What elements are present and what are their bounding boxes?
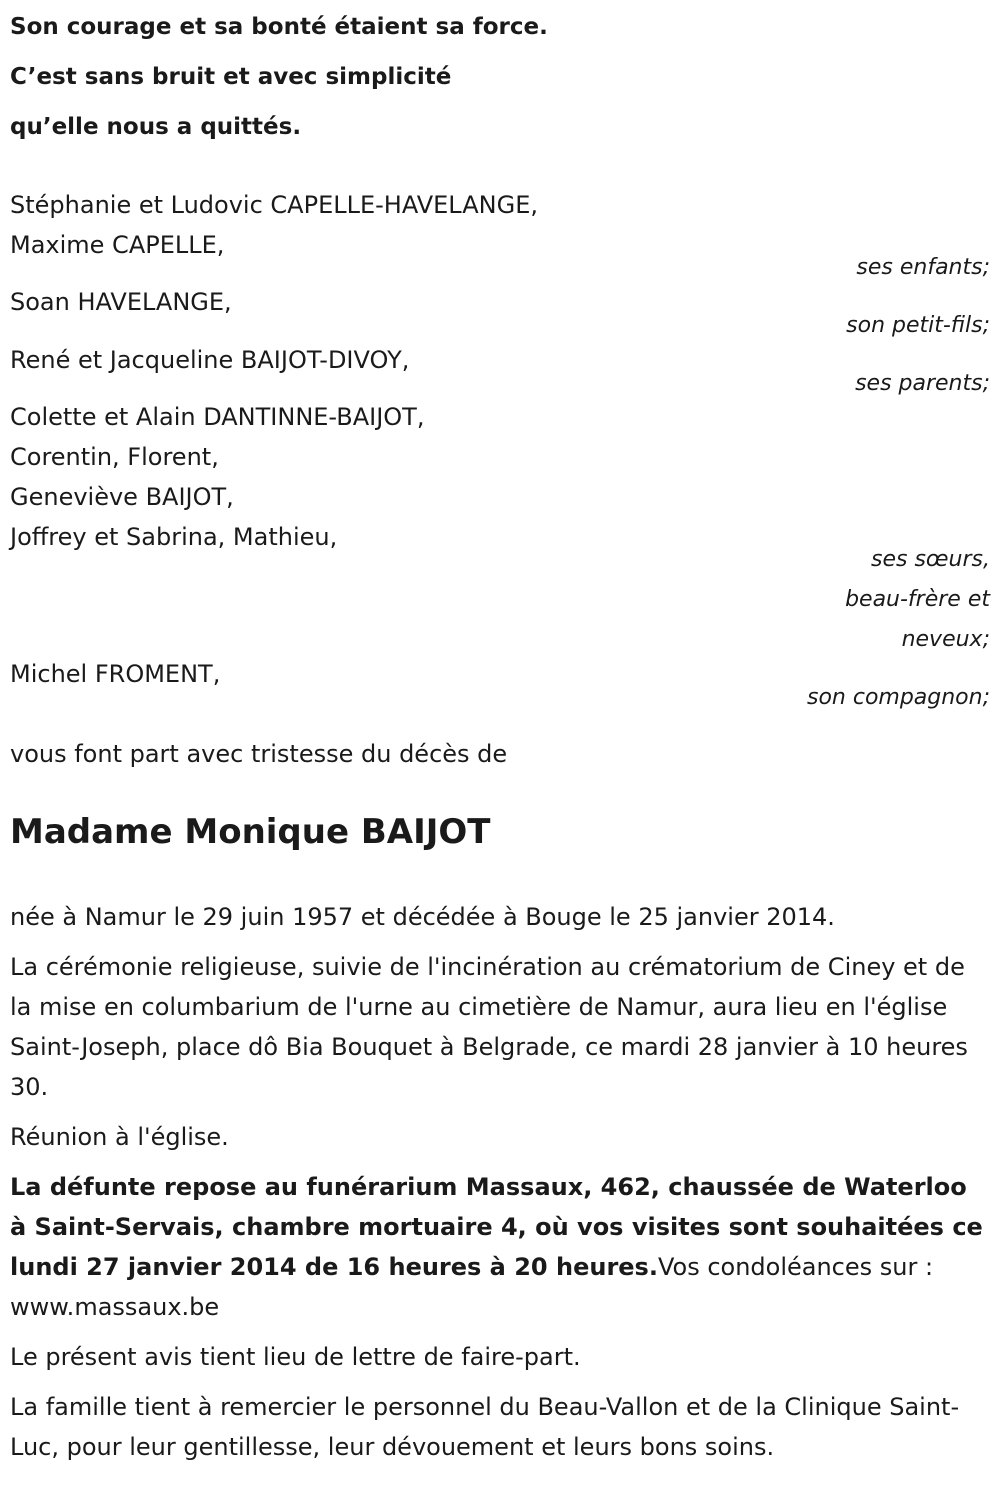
birth-death: née à Namur le 29 juin 1957 et décédée à Bouge le 25 janvier 2014.: [10, 903, 835, 931]
family-names: Joffrey et Sabrina, Mathieu,: [10, 523, 338, 551]
announcement: vous font part avec tristesse du décès de: [10, 740, 508, 768]
family-relation: son petit-fils;: [846, 313, 990, 338]
family-group-partner: [10, 654, 990, 718]
family-names: Colette et Alain DANTINNE-BAIJOT,: [10, 403, 425, 431]
family-relation: beau-frère et: [845, 587, 990, 612]
family-relation: ses sœurs,: [871, 547, 990, 572]
family-names: René et Jacqueline BAIJOT-DIVOY,: [10, 346, 410, 374]
intro-line: qu’elle nous a quittés.: [10, 114, 302, 140]
family-group-siblings: [10, 397, 990, 660]
family-relation: neveux;: [901, 627, 990, 652]
reunion: Réunion à l'église.: [10, 1123, 229, 1151]
family-names: Stéphanie et Ludovic CAPELLE-HAVELANGE,: [10, 191, 538, 219]
family-names: Maxime CAPELLE,: [10, 231, 225, 259]
family-names: Corentin, Florent,: [10, 443, 219, 471]
family-names: Geneviève BAIJOT,: [10, 483, 234, 511]
family-group-grandson: [10, 282, 990, 346]
repose-bold: La défunte repose au funérarium Massaux, 462, chaussée de Waterloo à Saint-Servais, chambre mortuaire 4, où vos visites sont souhaitées ce lundi 27 janvier 2014 de 16 heures à 20 heures.: [10, 1173, 983, 1281]
intro-line: C’est sans bruit et avec simplicité: [10, 64, 452, 90]
family-relation: ses enfants;: [856, 255, 990, 280]
notice: Le présent avis tient lieu de lettre de faire-part.: [10, 1343, 581, 1371]
deceased-name: Madame Monique BAIJOT: [10, 812, 491, 852]
family-names: Michel FROMENT,: [10, 660, 221, 688]
family-names: Soan HAVELANGE,: [10, 288, 232, 316]
condolences: Vos condoléances sur : www.massaux.be: [10, 1253, 934, 1321]
repose-info: [10, 1167, 990, 1327]
intro-quote: [10, 0, 990, 152]
family-relation: ses parents;: [855, 371, 990, 396]
thanks: La famille tient à remercier le personnel du Beau-Vallon et de la Clinique Saint-Luc, pour leur gentillesse, leur dévouement et leurs bons soins.: [10, 1393, 960, 1461]
family-group-parents: [10, 340, 990, 404]
ceremony-details: La cérémonie religieuse, suivie de l'incinération au crématorium de Ciney et de la mise en columbarium de l'urne au cimetière de Namur, aura lieu en l'église Saint-Joseph, place dô Bia Bouquet à Belgrade, ce mardi 28 janvier à 10 heures 30.: [10, 953, 968, 1101]
obituary-notice: [10, 0, 990, 1467]
family-relation: son compagnon;: [806, 685, 990, 710]
family-group-children: [10, 185, 990, 288]
intro-line: Son courage et sa bonté étaient sa force.: [10, 14, 548, 40]
